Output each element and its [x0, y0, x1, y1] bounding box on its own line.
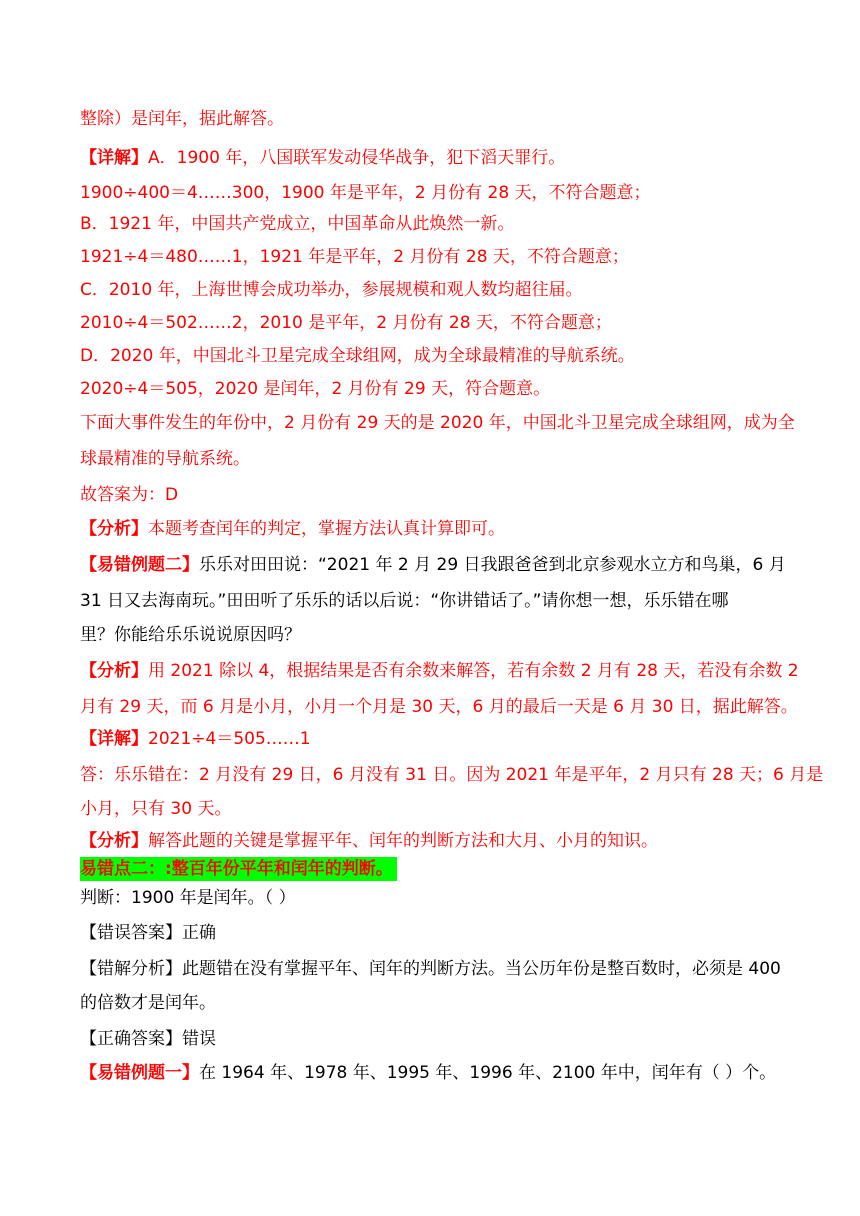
- section-label: 【分析】: [80, 661, 148, 681]
- text-line: 【错解分析】此题错在没有掌握平年、闰年的判断方法。当公历年份是整百数时，必须是 400: [80, 959, 781, 979]
- text-line: 31 日又去海南玩。”田田听了乐乐的话以后说：“你讲错话了。”请你想一想，乐乐错在哪: [80, 591, 729, 611]
- text-line: 球最精准的导航系统。: [80, 449, 250, 469]
- text-line: 【分析】用 2021 除以 4，根据结果是否有余数来解答，若有余数 2 月有 28 天，若没有余数 2: [80, 661, 799, 681]
- section-label: 【分析】: [80, 519, 148, 539]
- text-line: 【分析】解答此题的关键是掌握平年、闰年的判断方法和大月、小月的知识。: [80, 831, 658, 851]
- text-line: 答：乐乐错在：2 月没有 29 日，6 月没有 31 日。因为 2021 年是平年，2 月只有 28 天；6 月是: [80, 765, 824, 785]
- text-line: 【易错例题二】乐乐对田田说：“2021 年 2 月 29 日我跟爸爸到北京参观水立方和鸟巢，6 月: [80, 555, 786, 575]
- text-line: 【正确答案】错误: [80, 1029, 216, 1049]
- text-line: 【详解】A．1900 年，八国联军发动侵华战争，犯下滔天罪行。: [80, 148, 566, 168]
- text-line: 故答案为：D: [80, 485, 179, 505]
- text-line: 小月，只有 30 天。: [80, 799, 232, 819]
- text-line: 下面大事件发生的年份中，2 月份有 29 天的是 2020 年，中国北斗卫星完成全球组网，成为全: [80, 413, 795, 433]
- text-line: 月有 29 天，而 6 月是小月，小月一个月是 30 天，6 月的最后一天是 6 月 30 日，据此解答。: [80, 697, 798, 717]
- text-line: 【错误答案】正确: [80, 923, 216, 943]
- section-heading: [80, 857, 785, 881]
- text-line: 整除）是闰年，据此解答。: [80, 109, 284, 129]
- text-line: 1921÷4＝480……1，1921 年是平年，2 月份有 28 天，不符合题意；: [80, 247, 629, 267]
- highlighted-heading: 易错点二：:整百年份平年和闰年的判断。: [80, 857, 397, 881]
- text-line: D．2020 年，中国北斗卫星完成全球组网，成为全球最精准的导航系统。: [80, 346, 635, 366]
- text-line: 【易错例题一】在 1964 年、1978 年、1995 年、1996 年、2100 年中，闰年有（ ）个。: [80, 1063, 777, 1083]
- text-line: 的倍数才是闰年。: [80, 993, 216, 1013]
- section-label: 【详解】: [80, 729, 148, 749]
- text-line: 1900÷400＝4……300，1900 年是平年，2 月份有 28 天，不符合题意；: [80, 183, 651, 203]
- text-line: 【分析】本题考查闰年的判定，掌握方法认真计算即可。: [80, 519, 505, 539]
- text-line: 2020÷4＝505，2020 是闰年，2 月份有 29 天，符合题意。: [80, 379, 551, 399]
- section-label: 【易错例题二】: [80, 555, 199, 575]
- section-label: 【分析】: [80, 831, 148, 851]
- text-line: C．2010 年，上海世博会成功举办，参展规模和观人数均超往届。: [80, 280, 583, 300]
- section-label: 【易错例题一】: [80, 1063, 199, 1083]
- text-line: 【详解】2021÷4＝505……1: [80, 729, 311, 749]
- text-line: B．1921 年，中国共产党成立，中国革命从此焕然一新。: [80, 214, 515, 234]
- text-line: 里？你能给乐乐说说原因吗？: [80, 625, 301, 645]
- section-label: 【详解】: [80, 148, 148, 168]
- text-line: 2010÷4＝502……2，2010 是平年，2 月份有 28 天，不符合题意；: [80, 313, 612, 333]
- text-line: 判断：1900 年是闰年。（ ）: [80, 888, 296, 908]
